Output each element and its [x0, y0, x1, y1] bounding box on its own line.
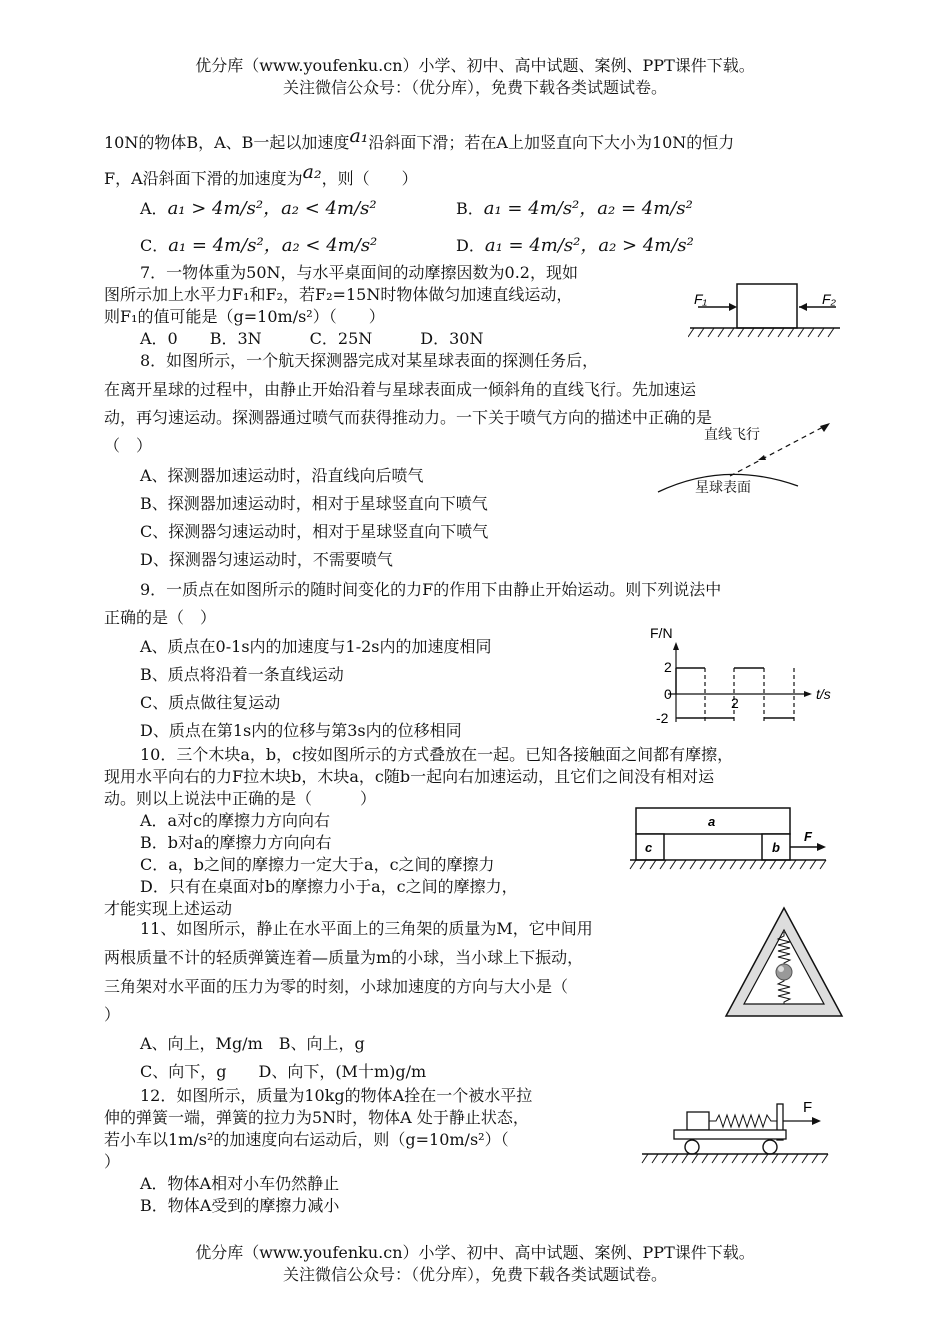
q9-option-a: A、质点在0-1s内的加速度与1-2s内的加速度相同 — [140, 637, 492, 656]
q9-option-d: D、质点在第1s内的位移与第3s内的位移相同 — [140, 721, 462, 740]
q12-line-3: 若小车以1m/s²的加速度向右运动后，则（g=10m/s²）（ — [104, 1130, 509, 1149]
q9-option-c: C、质点做往复运动 — [140, 693, 281, 712]
header-line-1: 优分库（www.youfenku.cn）小学、初中、高中试题、案例、PPT课件下载。 — [195, 56, 755, 75]
q10-fig-f: F — [804, 829, 812, 844]
q10-option-d-2: 才能实现上述运动 — [104, 899, 233, 918]
footer-line-2: 关注微信公众号：（优分库），免费下载各类试题试卷。 — [282, 1265, 667, 1284]
q12-line-2: 伸的弹簧一端，弹簧的拉力为5N时，物体A 处于静止状态， — [104, 1108, 529, 1127]
q8-line-3: 动，再匀速运动。探测器通过喷气而获得推动力。一下关于喷气方向的描述中正确的是 — [104, 408, 713, 427]
q6-line-1: 10N的物体B，A、B一起以加速度a₁沿斜面下滑；若在A上加竖直向下大小为10N的恒力 — [104, 125, 735, 152]
q10-fig-b: b — [772, 840, 780, 855]
footer-line-1: 优分库（www.youfenku.cn）小学、初中、高中试题、案例、PPT课件下载。 — [195, 1243, 755, 1262]
q8-option-b: B、探测器加速运动时，相对于星球竖直向下喷气 — [140, 494, 488, 513]
q9-option-b: B、质点将沿着一条直线运动 — [140, 665, 344, 684]
q9-fig-x-tick: 2 — [731, 695, 739, 711]
q9-figure — [628, 622, 838, 732]
q9-fig-y-top: 2 — [664, 659, 672, 675]
q11-line-2: 两根质量不计的轻质弹簧连着—质量为m的小球，当小球上下振动， — [104, 948, 584, 967]
q8-line-4: （ ） — [104, 436, 153, 455]
q8-figure — [650, 420, 850, 500]
q6-line-2: F，A沿斜面下滑的加速度为a₂，则（ ） — [104, 161, 418, 188]
q11-line-1: 11、如图所示，静止在水平面上的三角架的质量为M，它中间用 — [140, 919, 593, 938]
q10-fig-c: c — [645, 840, 653, 855]
q8-line-1: 8．如图所示，一个航天探测器完成对某星球表面的探测任务后， — [140, 351, 599, 370]
q12-option-b: B．物体A受到的摩擦力减小 — [140, 1196, 340, 1215]
q10-option-b: B．b对a的摩擦力方向向右 — [140, 833, 332, 852]
q7-line-1: 7．一物体重为50N，与水平桌面间的动摩擦因数为0.2，现如 — [140, 263, 578, 282]
q7-fig-f2-label: F₂ — [822, 291, 836, 307]
header-line-2: 关注微信公众号：（优分库），免费下载各类试题试卷。 — [282, 78, 667, 97]
q10-option-d-1: D．只有在桌面对b的摩擦力小于a，c之间的摩擦力， — [140, 877, 518, 896]
q7-options: A．0 B．3N C．25N D．30N — [140, 329, 484, 348]
q8-option-a: A、探测器加速运动时，沿直线向后喷气 — [140, 466, 424, 485]
q9-line-1: 9．一质点在如图所示的随时间变化的力F的作用下由静止开始运动。则下列说法中 — [140, 580, 722, 599]
q10-line-1: 10．三个木块a，b，c按如图所示的方式叠放在一起。已知各接触面之间都有摩擦， — [140, 745, 734, 764]
q7-line-3: 则F₁的值可能是（g=10m/s²）（ ） — [104, 307, 385, 326]
q12-option-a: A．物体A相对小车仍然静止 — [140, 1174, 340, 1193]
q11-line-3: 三角架对水平面的压力为零的时刻，小球加速度的方向与大小是（ — [104, 977, 569, 996]
q6-option-c: C．a₁ = 4m/s²，a₂ < 4m/s² — [140, 235, 378, 256]
q10-figure — [628, 800, 838, 875]
q6-a1-symbol: a₁ — [349, 125, 369, 147]
q8-option-d: D、探测器匀速运动时，不需要喷气 — [140, 550, 393, 569]
q8-fig-line-label: 直线飞行 — [704, 426, 760, 442]
q10-line-3: 动。则以上说法中正确的是（ ） — [104, 789, 377, 808]
q11-line-4: ） — [104, 1005, 121, 1024]
q9-fig-xlabel: t/s — [816, 686, 831, 702]
q12-line-4: ） — [104, 1152, 121, 1171]
q7-line-2: 图所示加上水平力F₁和F₂，若F₂=15N时物体做匀加速直线运动， — [104, 285, 573, 304]
q8-fig-surface-label: 星球表面 — [695, 479, 751, 495]
q10-fig-a: a — [708, 814, 716, 829]
q9-line-2: 正确的是（ ） — [104, 608, 217, 627]
q10-option-a: A．a对c的摩擦力方向向右 — [140, 811, 331, 830]
q11-options-cd: C、向下，g D、向下，(M十m)g/m — [140, 1062, 427, 1081]
q11-options-ab: A、向上，Mg/m B、向上，g — [140, 1034, 365, 1053]
q12-figure — [640, 1094, 835, 1170]
q6-option-a: A．a₁ > 4m/s²，a₂ < 4m/s² — [140, 198, 377, 219]
q12-line-1: 12．如图所示，质量为10kg的物体A拴在一个被水平拉 — [140, 1086, 533, 1105]
q9-fig-y-bottom: -2 — [656, 710, 669, 726]
q10-line-2: 现用水平向右的力F拉木块b，木块a，c随b一起向右加速运动，且它们之间没有相对运 — [104, 767, 715, 786]
q8-option-c: C、探测器匀速运动时，相对于星球竖直向下喷气 — [140, 522, 489, 541]
q6-option-b: B．a₁ = 4m/s²，a₂ = 4m/s² — [456, 198, 693, 219]
q7-fig-f1-label: F₁ — [694, 291, 707, 307]
q6-a2-symbol: a₂ — [302, 161, 322, 183]
q9-fig-y-zero: 0 — [664, 686, 672, 702]
q6-option-d: D．a₁ = 4m/s²，a₂ > 4m/s² — [456, 235, 694, 256]
q11-figure — [724, 906, 844, 1018]
q9-fig-ylabel: F/N — [650, 625, 673, 641]
q7-figure — [688, 280, 848, 346]
q12-fig-f: F — [803, 1099, 813, 1116]
q8-line-2: 在离开星球的过程中，由静止开始沿着与星球表面成一倾斜角的直线飞行。先加速运 — [104, 380, 697, 399]
q10-option-c: C．a，b之间的摩擦力一定大于a，c之间的摩擦力 — [140, 855, 495, 874]
